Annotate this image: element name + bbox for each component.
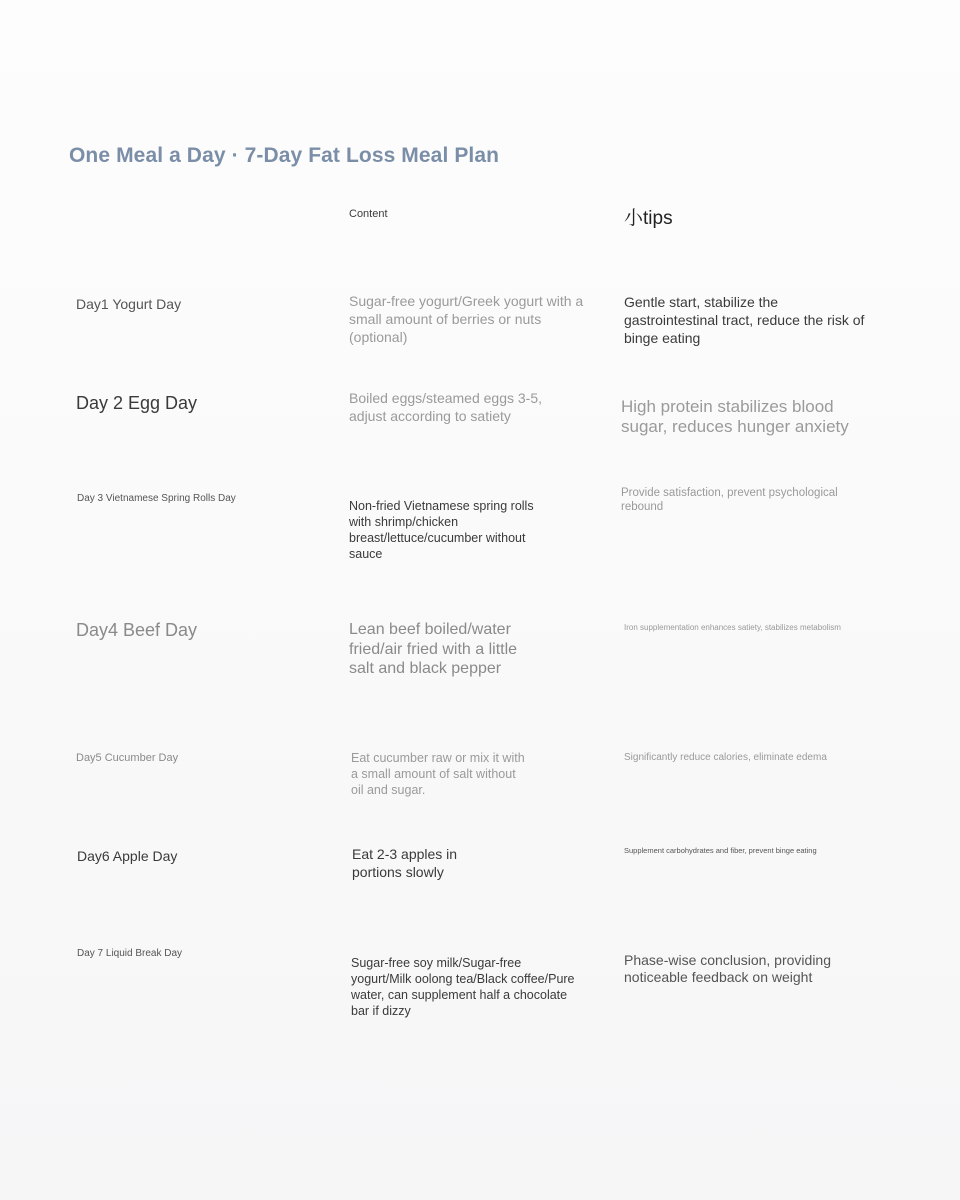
day-tip: Significantly reduce calories, eliminate edema bbox=[624, 752, 827, 763]
day-label: Day1 Yogurt Day bbox=[76, 296, 182, 312]
day-tip: Phase-wise conclusion, providing noticeable feedback on weight bbox=[624, 952, 831, 985]
day-label: Day5 Cucumber Day bbox=[76, 752, 179, 764]
day-tip: Provide satisfaction, prevent psychological rebound bbox=[621, 487, 838, 513]
day-content: Sugar-free yogurt/Greek yogurt with a small amount of berries or nuts (optional) bbox=[349, 293, 584, 345]
day-label: Day 3 Vietnamese Spring Rolls Day bbox=[77, 493, 236, 504]
day-content: Non-fried Vietnamese spring rolls with shrimp/chicken breast/lettuce/cucumber without sauce bbox=[349, 499, 534, 561]
day-content: Eat cucumber raw or mix it with a small amount of salt without oil and sugar. bbox=[351, 751, 525, 797]
day-tip: Gentle start, stabilize the gastrointestinal tract, reduce the risk of binge eating bbox=[624, 294, 865, 346]
column-header-tips: 小tips bbox=[624, 208, 673, 229]
day-label: Day6 Apple Day bbox=[77, 848, 178, 864]
day-tip: Supplement carbohydrates and fiber, prevent binge eating bbox=[624, 846, 817, 855]
day-tip: High protein stabilizes blood sugar, reduces hunger anxiety bbox=[621, 397, 849, 436]
day-content: Boiled eggs/steamed eggs 3-5, adjust according to satiety bbox=[349, 390, 543, 424]
day-label: Day4 Beef Day bbox=[76, 620, 198, 640]
column-header-content: Content bbox=[349, 208, 388, 220]
day-tip: Iron supplementation enhances satiety, stabilizes metabolism bbox=[624, 623, 841, 632]
day-label: Day 2 Egg Day bbox=[76, 393, 198, 413]
day-content: Lean beef boiled/water fried/air fried with a little salt and black pepper bbox=[349, 621, 518, 677]
page-title: One Meal a Day · 7-Day Fat Loss Meal Plan bbox=[69, 144, 500, 167]
day-content: Sugar-free soy milk/Sugar-free yogurt/Milk oolong tea/Black coffee/Pure water, can supplement half a chocolate bar if dizzy bbox=[351, 956, 575, 1018]
day-label: Day 7 Liquid Break Day bbox=[77, 948, 183, 959]
day-content: Eat 2-3 apples in portions slowly bbox=[352, 846, 458, 880]
